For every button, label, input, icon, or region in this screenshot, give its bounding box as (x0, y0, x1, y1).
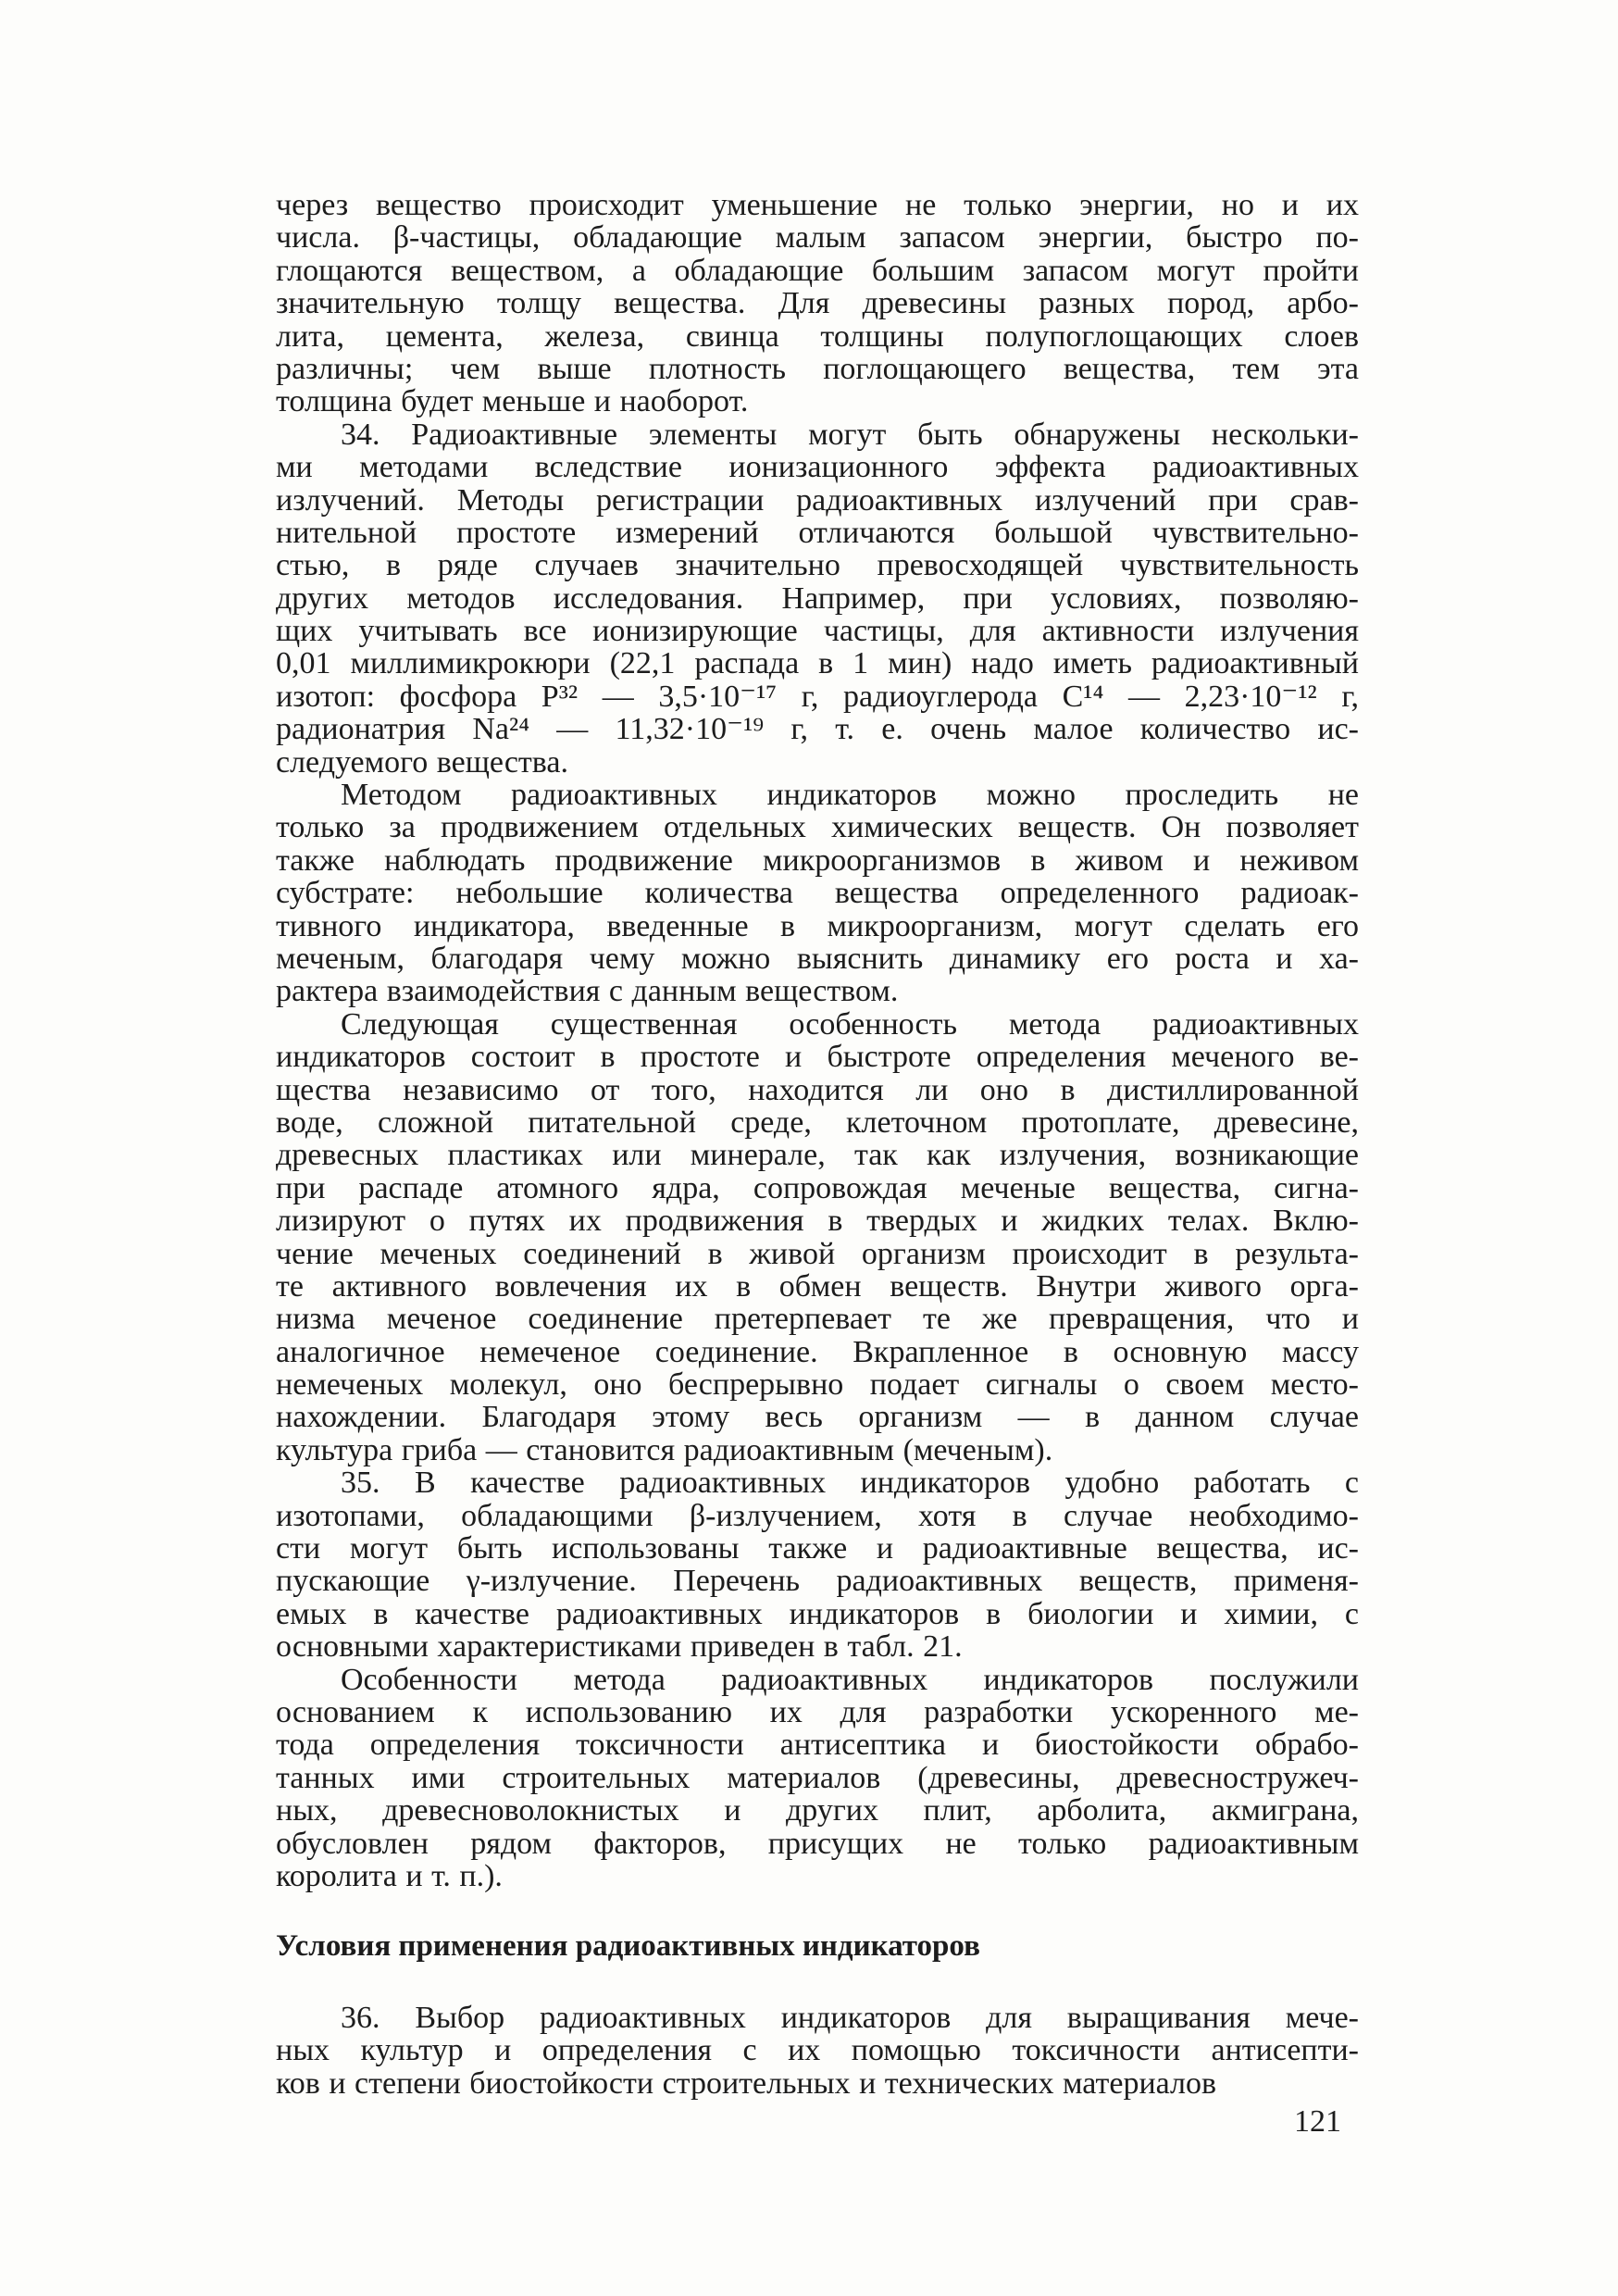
text-line: нительной простоте измерений отличаются большой чувствительно- (276, 516, 1359, 550)
text-line: тода определения токсичности антисептика и биостойкости обрабо- (276, 1728, 1359, 1762)
text-line: значительную толщу вещества. Для древесины разных пород, арбо- (276, 287, 1359, 320)
text-line: изотоп: фосфора P³² — 3,5·10⁻¹⁷ г, радиоуглерода C¹⁴ — 2,23·10⁻¹² г, (276, 680, 1359, 714)
text-line: числа. β-частицы, обладающие малым запасом энергии, быстро по- (276, 221, 1359, 255)
text-line: излучений. Методы регистрации радиоактивных излучений при срав- (276, 483, 1359, 517)
text-line: основными характеристиками приведен в табл. 21. (276, 1630, 963, 1664)
text-line: меченым, благодаря чему можно выяснить динамику его роста и ха- (276, 942, 1359, 976)
text-line: нахождении. Благодаря этому весь организм — в данном случае (276, 1401, 1359, 1434)
text-line: лизируют о путях их продвижения в твердых и жидких телах. Вклю- (276, 1204, 1359, 1238)
text-line: щества независимо от того, находится ли оно в дистиллированной (276, 1073, 1359, 1106)
text-line: 36. Выбор радиоактивных индикаторов для выращивания мече- (341, 2002, 1359, 2035)
text-line: глощаются веществом, а обладающие большим запасом могут пройти (276, 254, 1359, 288)
text-line: сти могут быть использованы также и радиоактивные вещества, ис- (276, 1532, 1359, 1566)
text-line: королита и т. п.). (276, 1859, 503, 1893)
text-line: чение меченых соединений в живой организм происходит в результа- (276, 1237, 1359, 1270)
text-line: аналогичное немеченое соединение. Вкрапленное в основную массу (276, 1335, 1359, 1369)
paragraph-feature (276, 1008, 1359, 1466)
text-line: ми методами вследствие ионизационного эффекта радиоактивных (276, 451, 1359, 484)
section-heading: Условия применения радиоактивных индикаторов (276, 1929, 980, 1963)
text-line: толщина будет меньше и наоборот. (276, 385, 749, 418)
text-line: Методом радиоактивных индикаторов можно проследить не (341, 779, 1359, 812)
text-line: 35. В качестве радиоактивных индикаторов удобно работать с (341, 1466, 1359, 1500)
paragraph-34 (276, 418, 1359, 779)
text-line: только за продвижением отдельных химических веществ. Он позволяет (276, 811, 1359, 844)
text-line: ных, древесноволокнистых и других плит, арболита, акмиграна, (276, 1794, 1359, 1828)
text-line: 0,01 миллимикрокюри (22,1 распада в 1 мин) надо иметь радиоактивный (276, 647, 1359, 680)
text-line: обусловлен рядом факторов, присущих не только радиоактивным (276, 1827, 1359, 1860)
paragraph-36 (276, 2002, 1359, 2100)
text-line: субстрате: небольшие количества вещества определенного радиоак- (276, 877, 1359, 910)
text-line: емых в качестве радиоактивных индикаторов в биологии и химии, с (276, 1597, 1359, 1631)
text-line: немеченых молекул, оно беспрерывно подает сигналы о своем место- (276, 1368, 1359, 1402)
text-line: также наблюдать продвижение микроорганизмов в живом и неживом (276, 843, 1359, 878)
text-line: следуемого вещества. (276, 745, 568, 780)
text-line: низма меченое соединение претерпевает те же превращения, что и (276, 1303, 1359, 1336)
text-line: воде, сложной питательной среде, клеточном протоплате, древесине, (276, 1105, 1359, 1140)
text-line: Следующая существенная особенность метода радиоактивных (341, 1007, 1359, 1042)
paragraph-35 (276, 1466, 1359, 1663)
text-line: при распаде атомного ядра, сопровождая меченые вещества, сигна- (276, 1171, 1359, 1205)
text-line: основанием к использованию их для разработки ускоренного ме- (276, 1695, 1359, 1729)
body-text (276, 189, 1359, 1892)
text-line: пускающие γ-излучение. Перечень радиоактивных веществ, применя- (276, 1565, 1359, 1598)
paragraph-intro (276, 189, 1359, 418)
text-line: различны; чем выше плотность поглощающего вещества, тем эта (276, 352, 1359, 386)
text-line: древесных пластиках или минерале, так как излучения, возникающие (276, 1139, 1359, 1172)
text-line: других методов исследования. Например, при условиях, позволяю- (276, 581, 1359, 616)
text-line: Особенности метода радиоактивных индикаторов послужили (341, 1663, 1359, 1696)
text-line: стью, в ряде случаев значительно превосходящей чувствительность (276, 549, 1359, 582)
text-line: 34. Радиоактивные элементы могут быть обнаружены нескольки- (341, 418, 1359, 452)
text-line: щих учитывать все ионизирующие частицы, для активности излучения (276, 615, 1359, 648)
text-line: индикаторов состоит в простоте и быстроте определения меченого ве- (276, 1041, 1359, 1074)
text-line: те активного вовлечения их в обмен веществ. Внутри живого орга- (276, 1269, 1359, 1304)
paragraph-features (276, 1664, 1359, 1893)
text-line: через вещество происходит уменьшение не только энергии, но и их (276, 189, 1359, 222)
text-line: изотопами, обладающими β-излучением, хотя в случае необходимо- (276, 1499, 1359, 1533)
text-line: радионатрия Na²⁴ — 11,32·10⁻¹⁹ г, т. е. очень малое количество ис- (276, 713, 1359, 746)
text-line: тивного индикатора, введенные в микроорганизм, могут сделать его (276, 909, 1359, 942)
text-line: культура гриба — становится радиоактивным (меченым). (276, 1433, 1053, 1467)
text-line: танных ими строительных материалов (древесины, древесностружеч- (276, 1761, 1359, 1795)
text-line: рактера взаимодействия с данным веществом. (276, 975, 899, 1008)
text-line: ных культур и определения с их помощью токсичности антисепти- (276, 2034, 1359, 2067)
page-number: 121 (1294, 2104, 1341, 2139)
text-line: лита, цемента, железа, свинца толщины полупоглощающих слоев (276, 319, 1359, 353)
text-line: ков и степени биостойкости строительных и технических материалов (276, 2066, 1217, 2101)
paragraph-method (276, 779, 1359, 1008)
